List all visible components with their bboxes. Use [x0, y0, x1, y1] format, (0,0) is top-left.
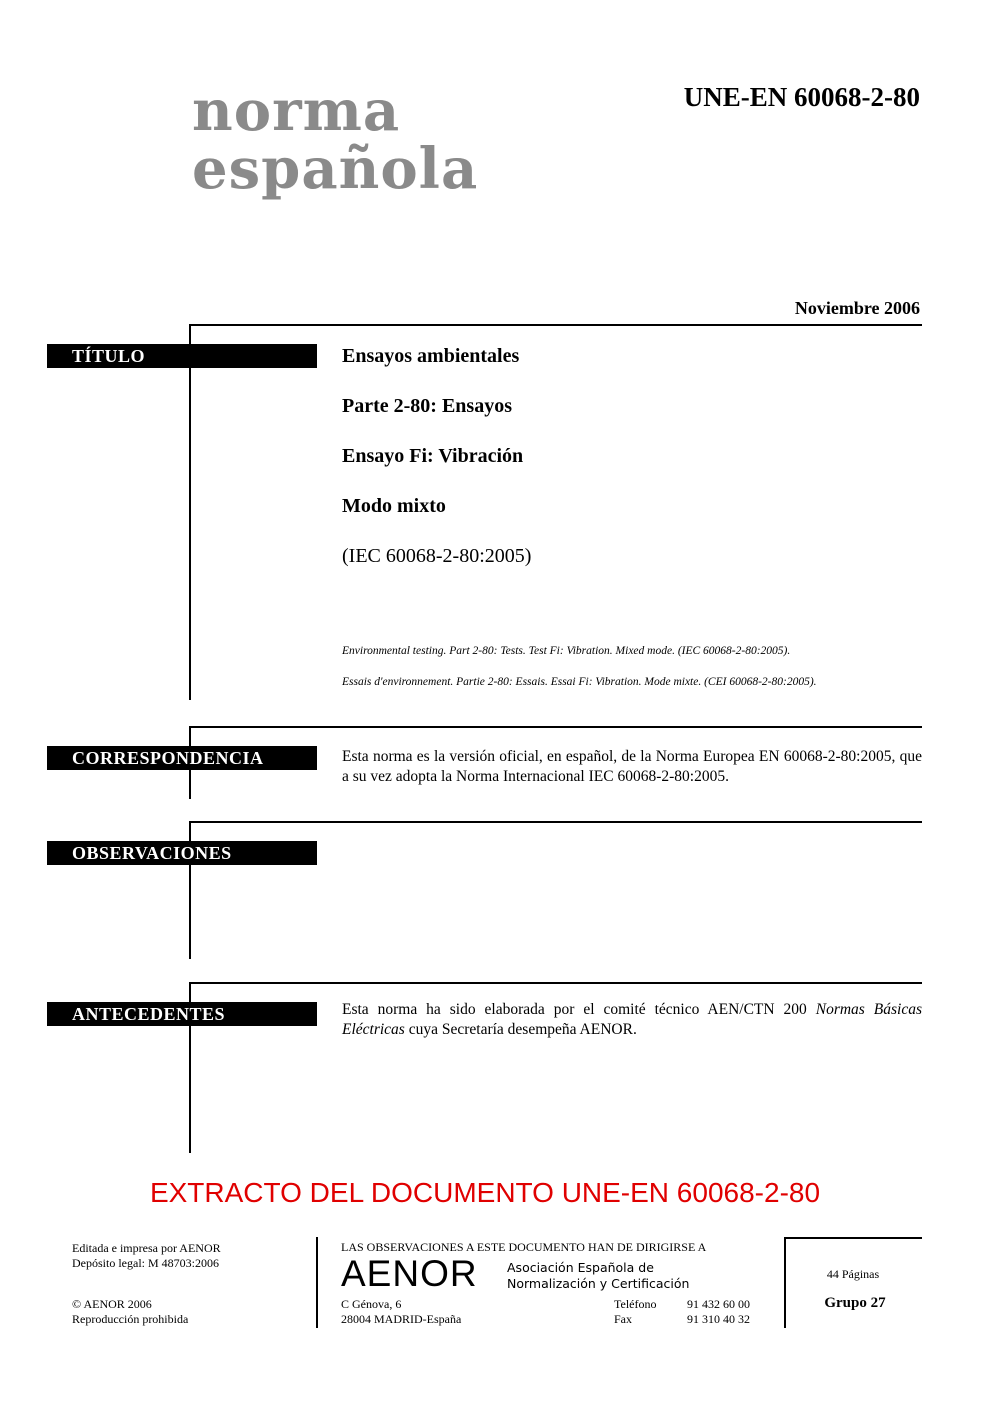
section-divider	[189, 726, 922, 728]
footer-copyright-line: © AENOR 2006	[72, 1297, 152, 1311]
footer-contact-heading: LAS OBSERVACIONES A ESTE DOCUMENTO HAN DE DIRIGIRSE A	[341, 1240, 707, 1254]
footer-phone-fax-values	[687, 1297, 750, 1327]
title-line-4: Modo mixto	[342, 495, 446, 517]
section-vertical-rule	[189, 324, 191, 700]
committee-name: Normas Básicas Eléctricas	[342, 1001, 922, 1038]
antecedentes-text-start: Esta norma ha sido elaborada por el comité técnico AEN/CTN 200	[342, 1001, 816, 1018]
section-label-antecedentes: ANTECEDENTES	[47, 1002, 317, 1026]
footer-box-left-rule	[784, 1237, 786, 1328]
address-city: 28004 MADRID-España	[341, 1312, 462, 1326]
section-label-titulo: TÍTULO	[47, 344, 317, 368]
brand-line-2: española	[192, 136, 479, 202]
section-label-correspondencia: CORRESPONDENCIA	[47, 746, 317, 770]
phone-label: Teléfono	[614, 1297, 657, 1311]
footer-address	[341, 1297, 461, 1327]
correspondencia-text: Esta norma es la versión oficial, en español, de la Norma Europea EN 60068-2-80:2005, que a su vez adopta la Norma Internacional IEC 60068-2-80:2005.	[342, 748, 922, 785]
price-group: Grupo 27	[824, 1295, 886, 1311]
footer-box-top-rule	[784, 1237, 922, 1239]
aenor-association-name	[507, 1260, 689, 1292]
title-line-3: Ensayo Fi: Vibración	[342, 445, 524, 467]
publication-date: Noviembre 2006	[794, 298, 920, 318]
footer-phone-fax-labels	[614, 1297, 656, 1327]
footer-divider	[316, 1237, 318, 1328]
section-divider	[189, 324, 922, 326]
title-line-1: Ensayos ambientales	[342, 345, 520, 367]
section-divider	[189, 982, 922, 984]
title-reference: (IEC 60068-2-80:2005)	[342, 545, 532, 567]
brand-line-1: norma	[192, 78, 401, 144]
standard-code: UNE-EN 60068-2-80	[683, 82, 920, 112]
aenor-logo: AENOR	[341, 1253, 478, 1294]
extract-notice: EXTRACTO DEL DOCUMENTO UNE-EN 60068-2-80	[149, 1177, 821, 1208]
page-count: 44 Páginas	[826, 1267, 880, 1281]
footer-copyright	[72, 1297, 188, 1327]
footer-publisher	[72, 1241, 221, 1271]
section-divider	[189, 821, 922, 823]
section-label-observaciones: OBSERVACIONES	[47, 841, 317, 865]
footer-reproduction-line: Reproducción prohibida	[72, 1312, 189, 1326]
footer-legal-deposit: Depósito legal: M 48703:2006	[72, 1256, 219, 1270]
fax-number: 91 310 40 32	[687, 1312, 750, 1326]
french-title: Essais d'environnement. Partie 2-80: Essais. Essai Fi: Vibration. Mode mixte. (CEI 60068-2-80:2005).	[342, 676, 817, 688]
english-title: Environmental testing. Part 2-80: Tests. Test Fi: Vibration. Mixed mode. (IEC 60068-2-80:2005).	[342, 645, 791, 657]
address-street: C Génova, 6	[341, 1297, 402, 1311]
phone-number: 91 432 60 00	[687, 1297, 750, 1311]
antecedentes-text	[342, 1000, 922, 1040]
association-line-1: Asociación Española de	[507, 1260, 654, 1275]
title-line-2: Parte 2-80: Ensayos	[342, 395, 512, 417]
footer-edited-by: Editada e impresa por AENOR	[72, 1241, 221, 1255]
fax-label: Fax	[614, 1312, 632, 1326]
association-line-2: Normalización y Certificación	[507, 1276, 690, 1291]
brand-title	[192, 78, 479, 202]
antecedentes-text-end: cuya Secretaría desempeña AENOR.	[404, 1021, 637, 1038]
